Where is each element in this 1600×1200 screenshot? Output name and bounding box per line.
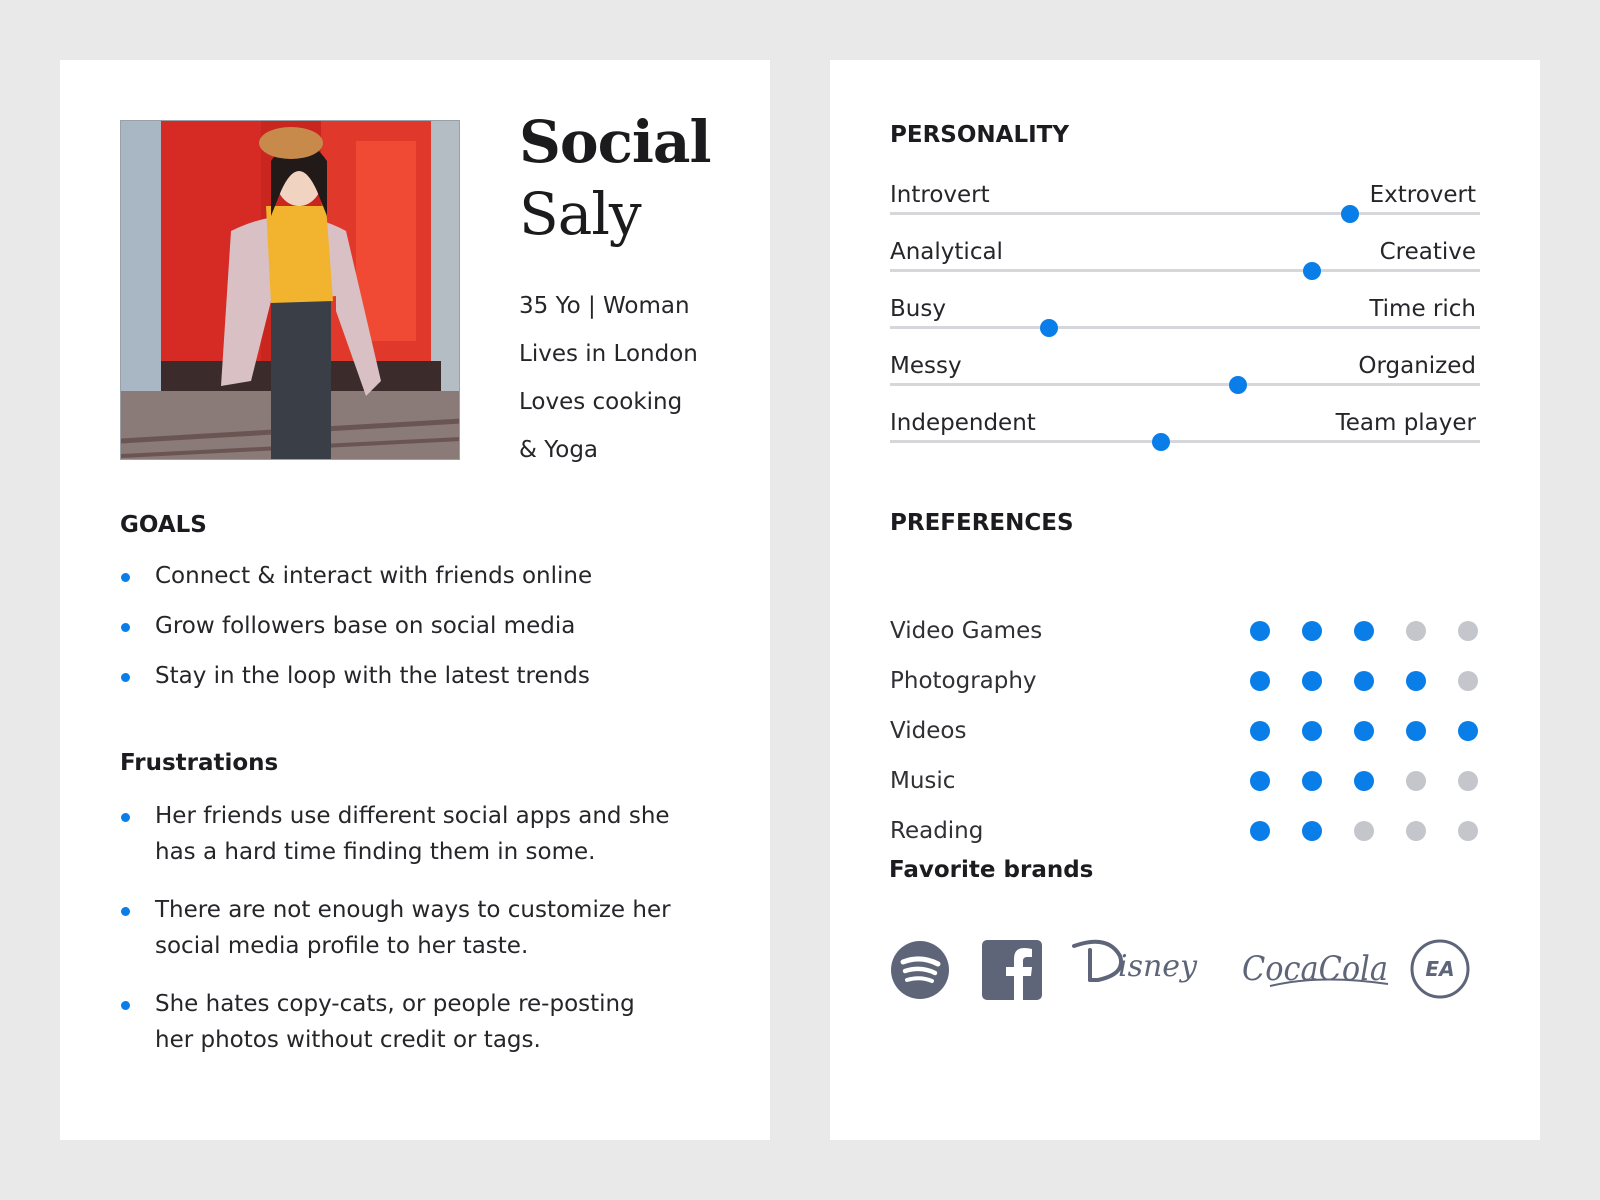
preferences-list [890, 615, 1490, 865]
goal-item [120, 658, 720, 694]
rating-dot-filled [1302, 771, 1322, 791]
goal-text: Grow followers base on social media [155, 613, 576, 639]
rating-dot-filled [1302, 821, 1322, 841]
preference-label: Videos [890, 718, 967, 744]
rating-dot-empty [1458, 771, 1478, 791]
preference-rating [1250, 671, 1490, 691]
bullet-dot [121, 907, 130, 916]
personality-traits [890, 180, 1480, 465]
goals-title: GOALS [120, 512, 207, 538]
preference-row [890, 615, 1490, 665]
trait-right-label: Team player [1335, 410, 1476, 436]
preference-rating [1250, 771, 1490, 791]
rating-dot-filled [1354, 721, 1374, 741]
goals-list [120, 558, 720, 708]
ea-logo-icon [1409, 938, 1471, 1004]
frustrations-title: Frustrations [120, 750, 279, 776]
rating-dot-empty [1406, 821, 1426, 841]
goal-item [120, 608, 720, 644]
persona-details-card [830, 60, 1540, 1140]
preference-rating [1250, 621, 1490, 641]
rating-dot-filled [1354, 771, 1374, 791]
rating-dot-filled [1302, 721, 1322, 741]
preference-label: Reading [890, 818, 984, 844]
trait-right-label: Extrovert [1369, 182, 1476, 208]
rating-dot-filled [1406, 721, 1426, 741]
trait-left-label: Busy [890, 296, 946, 322]
preference-label: Music [890, 768, 956, 794]
trait-slider-knob[interactable] [1040, 319, 1058, 337]
personality-title: PERSONALITY [890, 122, 1070, 148]
trait-track [890, 383, 1480, 386]
preference-rating [1250, 721, 1490, 741]
preference-row [890, 665, 1490, 715]
trait-track [890, 212, 1480, 215]
trait-right-label: Organized [1358, 353, 1476, 379]
spotify-logo-icon [890, 940, 950, 1004]
svg-text:CocaCola: CocaCola [1242, 949, 1388, 989]
frustration-item [120, 986, 680, 1058]
frustrations-list [120, 798, 680, 1080]
rating-dot-filled [1302, 621, 1322, 641]
frustration-text: There are not enough ways to customize her social media profile to her taste. [155, 897, 671, 959]
goal-text: Connect & interact with friends online [155, 563, 593, 589]
rating-dot-filled [1354, 671, 1374, 691]
rating-dot-empty [1354, 821, 1374, 841]
trait-left-label: Introvert [890, 182, 990, 208]
trait-introvert-extrovert [890, 180, 1480, 237]
rating-dot-filled [1250, 621, 1270, 641]
preference-row [890, 715, 1490, 765]
frustration-text: Her friends use different social apps and she has a hard time finding them in some. [155, 803, 670, 865]
fact-hobby-continued: & Yoga [519, 437, 599, 463]
persona-photo [120, 120, 460, 460]
trait-messy-organized [890, 351, 1480, 408]
persona-last-name: Saly [519, 180, 641, 248]
trait-independent-team-player [890, 408, 1480, 465]
trait-analytical-creative [890, 237, 1480, 294]
goal-item [120, 558, 720, 594]
coca-cola-logo-icon [1240, 934, 1392, 1002]
persona-card [60, 60, 770, 1140]
rating-dot-filled [1250, 821, 1270, 841]
rating-dot-filled [1250, 771, 1270, 791]
rating-dot-filled [1302, 671, 1322, 691]
trait-busy-time-rich [890, 294, 1480, 351]
facebook-logo-icon [982, 940, 1042, 1004]
fact-age-gender: 35 Yo | Woman [519, 293, 690, 319]
bullet-dot [121, 573, 130, 582]
persona-first-name: Social [519, 108, 711, 176]
trait-slider-knob[interactable] [1303, 262, 1321, 280]
preference-label: Photography [890, 668, 1037, 694]
preference-rating [1250, 821, 1490, 841]
rating-dot-empty [1406, 621, 1426, 641]
frustration-item [120, 892, 680, 964]
trait-right-label: Creative [1379, 239, 1476, 265]
frustration-item [120, 798, 680, 870]
svg-text:EA: EA [1425, 957, 1455, 981]
rating-dot-empty [1458, 621, 1478, 641]
rating-dot-empty [1458, 821, 1478, 841]
rating-dot-filled [1354, 621, 1374, 641]
disney-logo-icon [1068, 932, 1216, 1004]
trait-track [890, 326, 1480, 329]
trait-left-label: Messy [890, 353, 962, 379]
trait-slider-knob[interactable] [1341, 205, 1359, 223]
rating-dot-filled [1250, 721, 1270, 741]
fact-hobby: Loves cooking [519, 389, 683, 415]
rating-dot-empty [1406, 771, 1426, 791]
favorite-brands-title: Favorite brands [889, 857, 1094, 883]
persona-name [519, 106, 749, 250]
trait-right-label: Time rich [1369, 296, 1476, 322]
preference-row [890, 765, 1490, 815]
trait-slider-knob[interactable] [1229, 376, 1247, 394]
frustration-text: She hates copy-cats, or people re-posting her photos without credit or tags. [155, 991, 635, 1053]
fact-location: Lives in London [519, 341, 698, 367]
trait-track [890, 269, 1480, 272]
bullet-dot [121, 673, 130, 682]
rating-dot-filled [1406, 671, 1426, 691]
trait-left-label: Independent [890, 410, 1036, 436]
bullet-dot [121, 1001, 130, 1010]
favorite-brands [890, 922, 1490, 1002]
rating-dot-filled [1250, 671, 1270, 691]
bullet-dot [121, 813, 130, 822]
rating-dot-filled [1458, 721, 1478, 741]
bullet-dot [121, 623, 130, 632]
svg-text:isney: isney [1118, 949, 1198, 984]
persona-facts [519, 282, 759, 474]
goal-text: Stay in the loop with the latest trends [155, 663, 590, 689]
preference-label: Video Games [890, 618, 1043, 644]
rating-dot-empty [1458, 671, 1478, 691]
trait-left-label: Analytical [890, 239, 1003, 265]
trait-track [890, 440, 1480, 443]
trait-slider-knob[interactable] [1152, 433, 1170, 451]
preferences-title: PREFERENCES [890, 510, 1074, 536]
